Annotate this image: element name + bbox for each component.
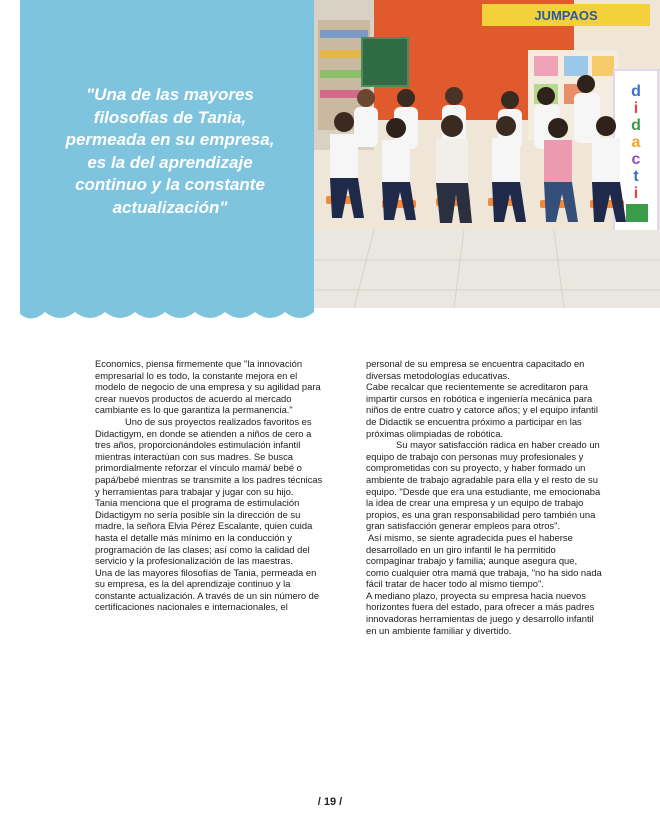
wave-edge: [20, 300, 314, 326]
paragraph: Cabe recalcar que recientemente se acreditaron para impartir cursos en robótica e ingeniería mecánica para niños de entre cuatro y catorce años; y el equipo infantil de Didactik se encuentra próximo a participar en las próximas olimpiadas de robótica.: [366, 381, 598, 439]
svg-text:i: i: [633, 100, 639, 117]
paragraph: Una de las mayores filosofías de Tania, permeada en su empresa, es la del aprendizaje continuo y la constante actualización. A través de un sin número de certificaciones nacionales e internacionales, el: [95, 566, 320, 613]
pull-quote: "Una de las mayores filosofías de Tania, permeada en su empresa, es la del aprendizaje continuo y la constante actualización": [65, 85, 275, 217]
paragraph: Así mismo, se siente agradecida pues el haberse desarrollado en un giro infantil le ha permitido compaginar trabajo y familia; aunque asegura que, como cualquier otra mamá que trabaja, "no ha sido nada fácil tratar de hacer todo al mismo tiempo".: [366, 531, 602, 590]
svg-text:d: d: [631, 117, 641, 134]
quote-panel: [20, 0, 314, 312]
svg-text:c: c: [631, 151, 641, 168]
svg-text:t: t: [633, 168, 639, 185]
paragraph: Su mayor satisfacción radica en haber creado un equipo de trabajo con personas muy profesionales y comprometidas con su proyecto, y haber formado un ambiente de trabajo agradable para ella y el resto de su equipo. "Desde que era una estudiante, me emocionaba la idea de crear una empresa y un equipo de trabajo propios, es una gran responsabilidad pero también una gran satisfacción generar empleos para otros".: [366, 439, 601, 532]
banner-text: JUMPAOS: [534, 8, 598, 23]
paragraph: Uno de sus proyectos realizados favoritos es Didactigym, en donde se atienden a niños de cero a tres años, proporcionándoles estimulación infantil mientras interactúan con sus madres. Se busca primordialmente reforzar el vínculo mamá/ bebé o papá/bebé mientras se transmite a los padres técnicas y herramientas para trabajar y jugar con su hijo.: [95, 415, 323, 497]
team-photo-illustration: [314, 0, 660, 308]
svg-text:d: d: [631, 83, 641, 100]
paragraph: personal de su empresa se encuentra capacitado en diversas metodologías educativas.: [366, 358, 585, 381]
paragraph: Economics, piensa firmemente que "la innovación empresarial lo es todo, la constante mejora en el modelo de negocio de una empresa y su agilidad para crear nuevos productos de acuerdo al mercado cambiante es lo que garantiza la permanencia.": [95, 358, 321, 416]
svg-text:i: i: [633, 185, 639, 202]
article-column-right: [366, 358, 602, 636]
paragraph: Tania menciona que el programa de estimulación Didactigym no sería posible sin la dirección de su madre, la señora Elvia Pérez Escalante, quien cuida hasta el detalle más mínimo en la conducción y programación de las clases; así como la calidad del servicio y la profesionalización de las maestras.: [95, 497, 313, 567]
article-column-left: [95, 358, 325, 613]
team-photo: [314, 0, 660, 308]
svg-text:a: a: [631, 134, 641, 151]
page-number: / 19 /: [317, 796, 343, 808]
paragraph: A mediano plazo, proyecta su empresa hacia nuevos horizontes fuera del estado, para ofrecer a más padres innovadoras herramientas de juego y desarrollo infantil en un ambiente familiar y divertido.: [366, 589, 595, 636]
